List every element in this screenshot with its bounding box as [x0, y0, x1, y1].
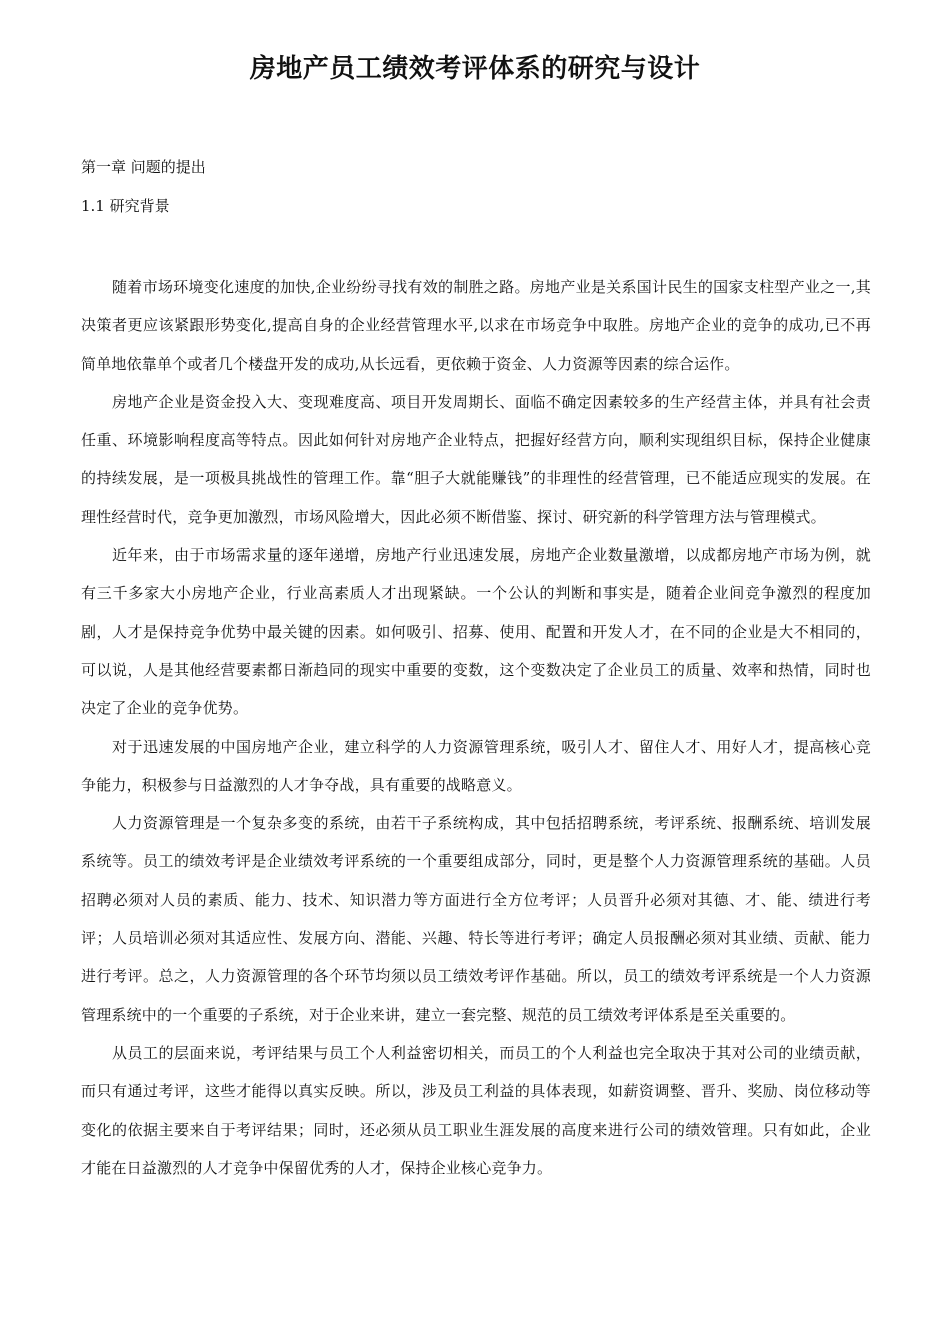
paragraph: 房地产企业是资金投入大、变现难度高、项目开发周期长、面临不确定因素较多的生产经营主体，并具有社会责任重、环境影响程度高等特点。因此如何针对房地产企业特点，把握好经营方向，顺利实现组织目标，保持企业健康的持续发展，是一项极具挑战性的管理工作。靠“胆子大就能赚钱”的非理性的经营管理，已不能适应现实的发展。在理性经营时代，竞争更加激烈，市场风险增大，因此必须不断借鉴、探讨、研究新的科学管理方法与管理模式。	[81, 392, 871, 526]
body-text	[81, 268, 871, 1187]
chapter-heading: 第一章 问题的提出	[81, 158, 206, 176]
paragraph: 随着市场环境变化速度的加快,企业纷纷寻找有效的制胜之路。房地产业是关系国计民生的国家支柱型产业之一,其决策者更应该紧跟形势变化,提高自身的企业经营管理水平,以求在市场竞争中取胜。房地产企业的竞争的成功,已不再简单地依靠单个或者几个楼盘开发的成功,从长远看，更依赖于资金、人力资源等因素的综合运作。	[81, 278, 871, 373]
paragraph: 从员工的层面来说，考评结果与员工个人利益密切相关，而员工的个人利益也完全取决于其对公司的业绩贡献，而只有通过考评，这些才能得以真实反映。所以，涉及员工利益的具体表现，如薪资调整、晋升、奖励、岗位移动等变化的依据主要来自于考评结果；同时，还必须从员工职业生涯发展的高度来进行公司的绩效管理。只有如此，企业才能在日益激烈的人才竞争中保留优秀的人才，保持企业核心竞争力。	[81, 1043, 871, 1177]
section-heading: 1.1 研究背景	[81, 197, 170, 215]
paragraph: 人力资源管理是一个复杂多变的系统，由若干子系统构成，其中包括招聘系统，考评系统、报酬系统、培训发展系统等。员工的绩效考评是企业绩效考评系统的一个重要组成部分，同时，更是整个人力资源管理系统的基础。人员招聘必须对人员的素质、能力、技术、知识潜力等方面进行全方位考评；人员晋升必须对其德、才、能、绩进行考评；人员培训必须对其适应性、发展方向、潜能、兴趣、特长等进行考评；确定人员报酬必须对其业绩、贡献、能力进行考评。总之，人力资源管理的各个环节均须以员工绩效考评作基础。所以，员工的绩效考评系统是一个人力资源管理系统中的一个重要的子系统，对于企业来讲，建立一套完整、规范的员工绩效考评体系是至关重要的。	[81, 814, 871, 1024]
paragraph: 近年来，由于市场需求量的逐年递增，房地产行业迅速发展，房地产企业数量激增，以成都房地产市场为例，就有三千多家大小房地产企业，行业高素质人才出现紧缺。一个公认的判断和事实是，随着企业间竞争激烈的程度加剧，人才是保持竞争优势中最关键的因素。如何吸引、招募、使用、配置和开发人才，在不同的企业是大不相同的，可以说，人是其他经营要素都日渐趋同的现实中重要的变数，这个变数决定了企业员工的质量、效率和热情，同时也决定了企业的竞争优势。	[81, 546, 871, 718]
document-title: 房地产员工绩效考评体系的研究与设计	[249, 54, 701, 85]
paragraph: 对于迅速发展的中国房地产企业，建立科学的人力资源管理系统，吸引人才、留住人才、用好人才，提高核心竞争能力，积极参与日益激烈的人才争夺战，具有重要的战略意义。	[81, 737, 871, 794]
